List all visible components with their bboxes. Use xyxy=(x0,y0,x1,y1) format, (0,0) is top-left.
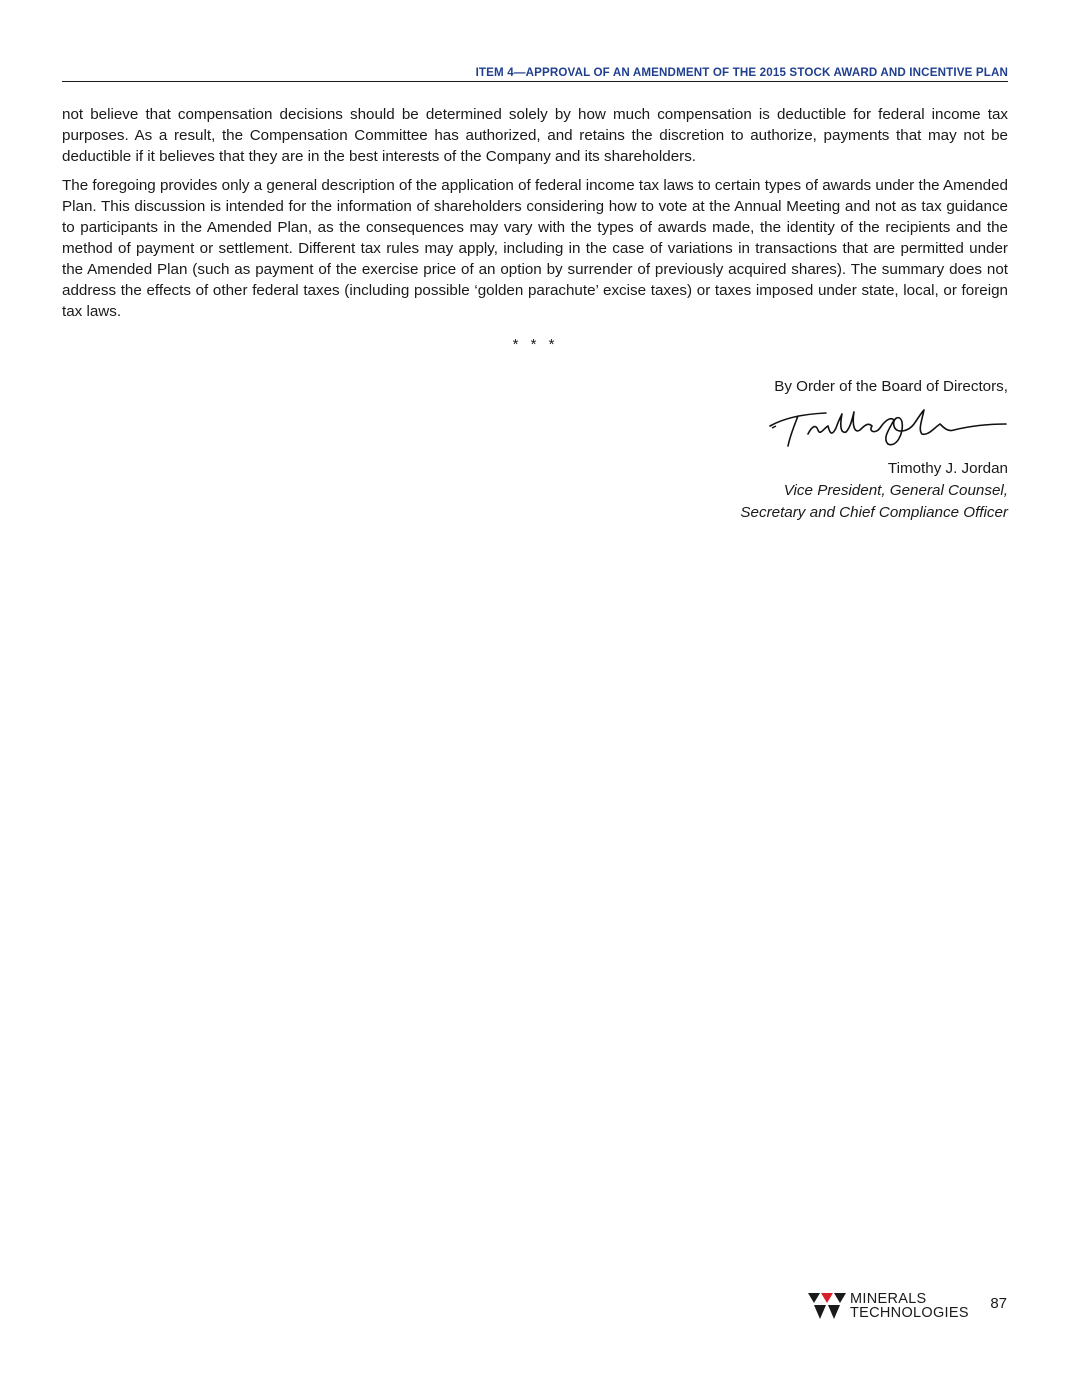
signer-title-line-1: Vice President, General Counsel, xyxy=(783,482,1008,499)
company-logo xyxy=(808,1290,969,1322)
signer-title-line-2: Secretary and Chief Compliance Officer xyxy=(740,504,1008,521)
page-header xyxy=(62,64,1008,82)
closing-salutation: By Order of the Board of Directors, xyxy=(774,378,1008,395)
handwritten-signature-icon xyxy=(764,404,1008,454)
logo-line-2: TECHNOLOGIES xyxy=(850,1305,969,1321)
logo-wordmark xyxy=(850,1292,969,1320)
signer-name: Timothy J. Jordan xyxy=(887,460,1008,477)
paragraph: The foregoing provides only a general description of the application of federal income tax laws to certain types of awards under the Amended Plan. This discussion is intended for the information of shareholders considering how to vote at the Annual Meeting and not as tax guidance to participants in the Amended Plan, as the consequences may vary with the types of awards made, the identity of the recipients and the method of payment or settlement. Different tax rules may apply, including in the case of variations in transactions that are permitted under the Amended Plan (such as payment of the exercise price of an option by surrender of previously acquired shares). The summary does not address the effects of other federal taxes (including possible ‘golden parachute’ excise taxes) or taxes imposed under state, local, or foreign tax laws. xyxy=(62,177,1008,320)
paragraph: not believe that compensation decisions should be determined solely by how much compensation is deductible for federal income tax purposes. As a result, the Compensation Committee has authorized, and retains the discretion to authorize, payments that may not be deductible if it believes that they are in the best interests of the Company and its shareholders. xyxy=(62,106,1008,165)
section-title: ITEM 4—APPROVAL OF AN AMENDMENT OF THE 2015 STOCK AWARD AND INCENTIVE PLAN xyxy=(475,66,1008,79)
signature-block xyxy=(740,458,1008,524)
logo-line-1: MINERALS xyxy=(850,1291,927,1307)
minerals-technologies-logo-icon xyxy=(808,1291,846,1321)
page-number: 87 xyxy=(990,1295,1007,1312)
body-text xyxy=(62,104,1008,330)
section-separator: * * * xyxy=(512,336,559,353)
